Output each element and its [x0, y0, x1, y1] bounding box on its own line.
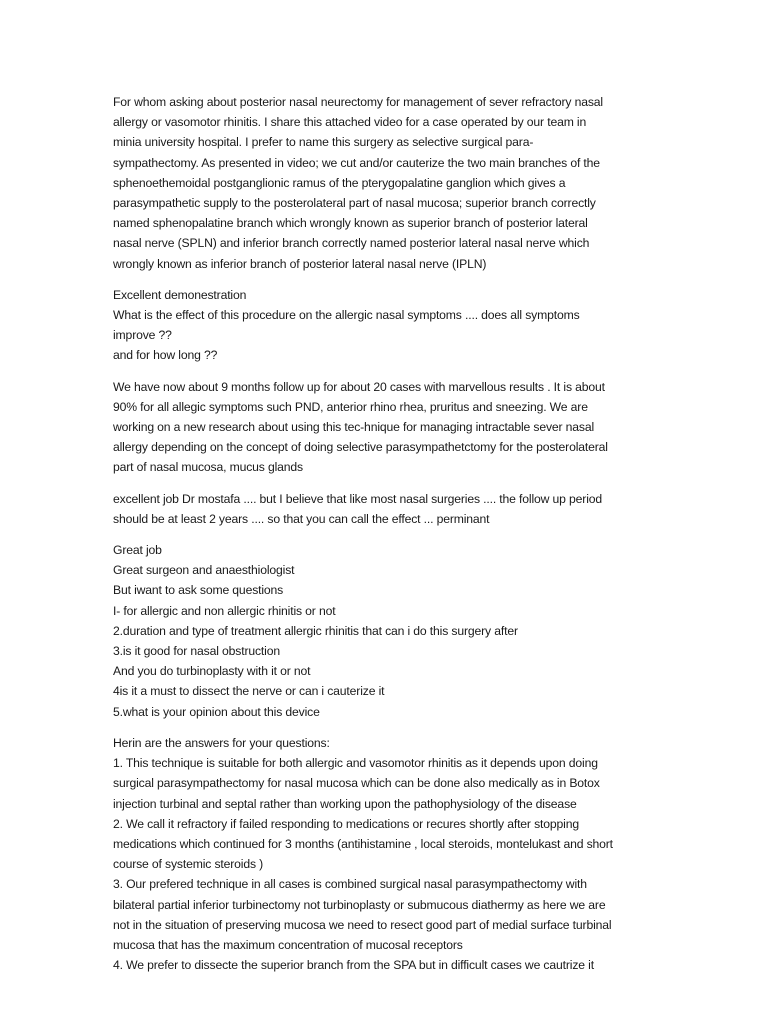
text-line: And you do turbinoplasty with it or not: [113, 664, 311, 679]
text-line: 3. Our prefered technique in all cases is combined surgical nasal parasympathectomy with: [113, 877, 587, 892]
paragraph-intro: [113, 92, 663, 274]
paragraph-comment: [113, 489, 663, 529]
text-line: should be at least 2 years .... so that you can call the effect ... perminant: [113, 511, 490, 526]
text-line: course of systemic steroids ): [113, 857, 264, 872]
text-line: injection turbinal and septal rather than working upon the pathophysiology of the disease: [113, 796, 577, 811]
text-line: Great surgeon and anaesthiologist: [113, 563, 295, 578]
text-line: We have now about 9 months follow up for about 20 cases with marvellous results . It is about: [113, 379, 605, 394]
paragraph-question: [113, 285, 663, 366]
paragraph-followup-reply: [113, 377, 663, 478]
text-line: Herin are the answers for your questions:: [113, 735, 330, 750]
text-line: surgical parasympathectomy for nasal mucosa which can be done also medically as in Botox: [113, 776, 600, 791]
paragraph-answers: [113, 733, 663, 975]
text-line: For whom asking about posterior nasal neurectomy for management of sever refractory nasal: [113, 95, 603, 109]
text-line: 1. This technique is suitable for both allergic and vasomotor rhinitis as it depends upon doing: [113, 756, 598, 771]
text-line: 3.is it good for nasal obstruction: [113, 644, 280, 659]
text-line: nasal nerve (SPLN) and inferior branch correctly named posterior lateral nasal nerve which: [113, 236, 590, 251]
text-line: 90% for all allegic symptoms such PND, anterior rhino rhea, pruritus and sneezing. We are: [113, 399, 588, 414]
text-line: 2. We call it refractory if failed responding to medications or recures shortly after stopping: [113, 816, 579, 831]
text-line: 2.duration and type of treatment allergic rhinitis that can i do this surgery after: [113, 623, 518, 638]
document-page: [113, 92, 663, 986]
text-line: parasympathetic supply to the posterolateral part of nasal mucosa; superior branch correctly: [113, 196, 596, 211]
text-line: mucosa that has the maximum concentration of mucosal receptors: [113, 937, 463, 952]
text-line: 5.what is your opinion about this device: [113, 704, 320, 719]
text-line: allergy depending on the concept of doing selective parasympathetctomy for the posterolateral: [113, 440, 608, 455]
text-line: sympathectomy. As presented in video; we cut and/or cauterize the two main branches of the: [113, 155, 600, 170]
text-line: part of nasal mucosa, mucus glands: [113, 460, 304, 475]
text-line: wrongly known as inferior branch of posterior lateral nasal nerve (IPLN): [113, 256, 487, 271]
text-line: not in the situation of preserving mucosa we need to resect good part of medial surface turbinal: [113, 917, 612, 932]
text-line: Great job: [113, 543, 162, 558]
text-line: But iwant to ask some questions: [113, 583, 284, 598]
text-line: sphenoethemoidal postganglionic ramus of the pterygopalatine ganglion which gives a: [113, 175, 566, 190]
text-line: bilateral partial inferior turbinectomy not turbinoplasty or submucous diathermy as here we are: [113, 897, 606, 912]
text-line: minia university hospital. I prefer to name this surgery as selective surgical para-: [113, 135, 534, 150]
text-line: excellent job Dr mostafa .... but I believe that like most nasal surgeries .... the follow up period: [113, 491, 603, 506]
paragraph-questions-list: [113, 540, 663, 722]
text-line: and for how long ??: [113, 348, 218, 363]
text-line: medications which continued for 3 months (antihistamine , local steroids, montelukast and short: [113, 836, 613, 851]
text-line: working on a new research about using this tec-hnique for managing intractable sever nasal: [113, 420, 595, 435]
text-line: 4is it a must to dissect the nerve or can i cauterize it: [113, 684, 385, 699]
text-line: I- for allergic and non allergic rhinitis or not: [113, 603, 336, 618]
text-line: 4. We prefer to dissecte the superior branch from the SPA but in difficult cases we cautrize it: [113, 958, 594, 973]
text-line: What is the effect of this procedure on the allergic nasal symptoms .... does all symptoms: [113, 308, 580, 323]
text-line: named sphenopalatine branch which wrongly known as superior branch of posterior lateral: [113, 216, 588, 231]
text-line: improve ??: [113, 328, 172, 343]
text-line: allergy or vasomotor rhinitis. I share this attached video for a case operated by our team in: [113, 115, 587, 130]
text-line: Excellent demonestration: [113, 287, 247, 302]
